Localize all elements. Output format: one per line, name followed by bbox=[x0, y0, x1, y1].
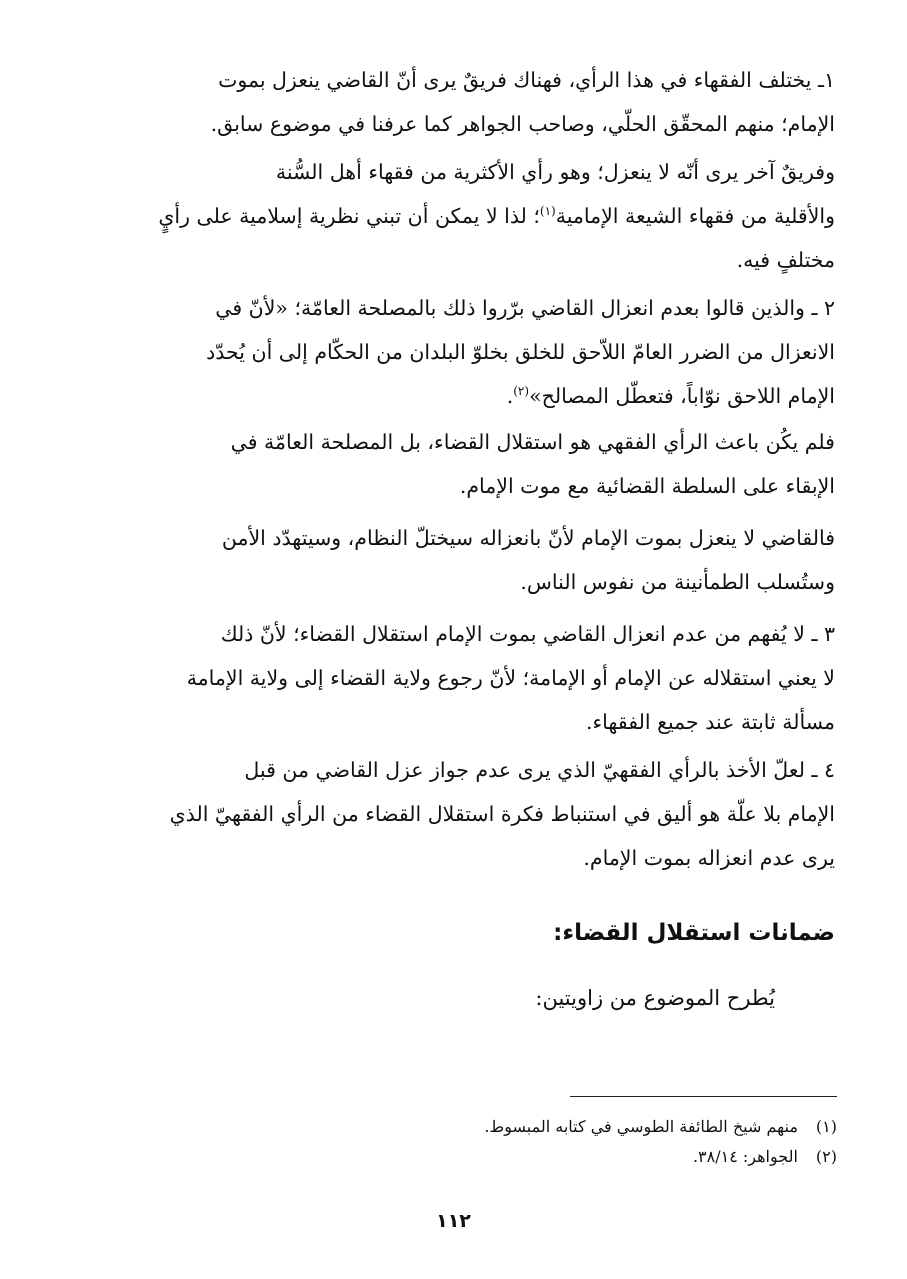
paragraph-5 bbox=[72, 516, 835, 604]
footnote-text: منهم شيخ الطائفة الطوسي في كتابه المبسوط. bbox=[484, 1117, 798, 1136]
text-line: فلم يكُن باعث الرأي الفقهي هو استقلال القضاء، بل المصلحة العامّة في bbox=[230, 430, 835, 454]
page-number: ١١٢ bbox=[436, 1210, 471, 1232]
text-line: ٣ ـ لا يُفهم من عدم انعزال القاضي بموت الإمام استقلال القضاء؛ لأنّ ذلك bbox=[220, 622, 835, 646]
footnote-ref-2[interactable]: (٢) bbox=[513, 384, 530, 399]
section-heading: ضمانات استقلال القضاء: bbox=[553, 920, 835, 946]
text-line: ٢ ـ والذين قالوا بعدم انعزال القاضي برّروا ذلك بالمصلحة العامّة؛ «لأنّ في bbox=[215, 296, 835, 320]
text-fragment: ؛ لذا لا يمكن أن تبني نظرية إسلامية على رأيٍ bbox=[158, 204, 540, 228]
text-line: الانعزال من الضرر العامّ اللاّحق للخلق بخلوّ البلدان من الحكّام إلى أن يُحدّد bbox=[206, 340, 835, 364]
footnote-1 bbox=[484, 1112, 837, 1142]
footnote-ref-1[interactable]: (١) bbox=[539, 204, 556, 219]
paragraph-1 bbox=[72, 58, 835, 146]
text-line: مختلفٍ فيه. bbox=[736, 248, 835, 272]
text-line: فالقاضي لا ينعزل بموت الإمام لأنّ بانعزاله سيختلّ النظام، وسيتهدّد الأمن bbox=[221, 526, 835, 550]
text-line: وستُسلب الطمأنينة من نفوس الناس. bbox=[520, 570, 835, 594]
footnotes bbox=[484, 1112, 837, 1172]
text-line: وفريقٌ آخر يرى أنّه لا ينعزل؛ وهو رأي الأكثرية من فقهاء أهل السُّنة bbox=[275, 160, 835, 184]
footnote-divider bbox=[570, 1096, 837, 1097]
footnote-number: (١) bbox=[815, 1117, 837, 1136]
paragraph-6 bbox=[72, 612, 835, 744]
text-line: يرى عدم انعزاله بموت الإمام. bbox=[583, 846, 835, 870]
paragraph-2 bbox=[72, 150, 835, 282]
paragraph-7 bbox=[72, 748, 835, 880]
footnote-text: الجواهر: ٣٨/١٤. bbox=[692, 1147, 798, 1166]
text-line: الإمام؛ منهم المحقّق الحلّي، وصاحب الجواهر كما عرفنا في موضوع سابق. bbox=[210, 112, 835, 136]
text-line bbox=[72, 194, 835, 238]
text-line: مسألة ثابتة عند جميع الفقهاء. bbox=[586, 710, 835, 734]
text-line: الإبقاء على السلطة القضائية مع موت الإمام. bbox=[459, 474, 835, 498]
paragraph-3 bbox=[72, 286, 835, 418]
footnote-2 bbox=[484, 1142, 837, 1172]
paragraph-4 bbox=[72, 420, 835, 508]
footnote-number: (٢) bbox=[815, 1147, 837, 1166]
intro-line: يُطرح الموضوع من زاويتين: bbox=[535, 986, 775, 1010]
text-fragment: والأقلية من فقهاء الشيعة الإمامية bbox=[555, 204, 835, 228]
text-line: لا يعني استقلاله عن الإمام أو الإمامة؛ لأنّ رجوع ولاية القضاء إلى ولاية الإمامة bbox=[186, 666, 835, 690]
text-line: الإمام بلا علّة هو أليق في استنباط فكرة استقلال القضاء من الرأي الفقهيّ الذي bbox=[169, 802, 835, 826]
text-fragment: الإمام اللاحق نوّاباً، فتعطّل المصالح» bbox=[529, 384, 835, 408]
text-line: ١ـ يختلف الفقهاء في هذا الرأي، فهناك فريقٌ يرى أنّ القاضي ينعزل بموت bbox=[218, 68, 835, 92]
text-line: ٤ ـ لعلّ الأخذ بالرأي الفقهيّ الذي يرى عدم جواز عزل القاضي من قبل bbox=[244, 758, 835, 782]
text-fragment: . bbox=[506, 384, 514, 408]
text-line bbox=[72, 374, 835, 418]
